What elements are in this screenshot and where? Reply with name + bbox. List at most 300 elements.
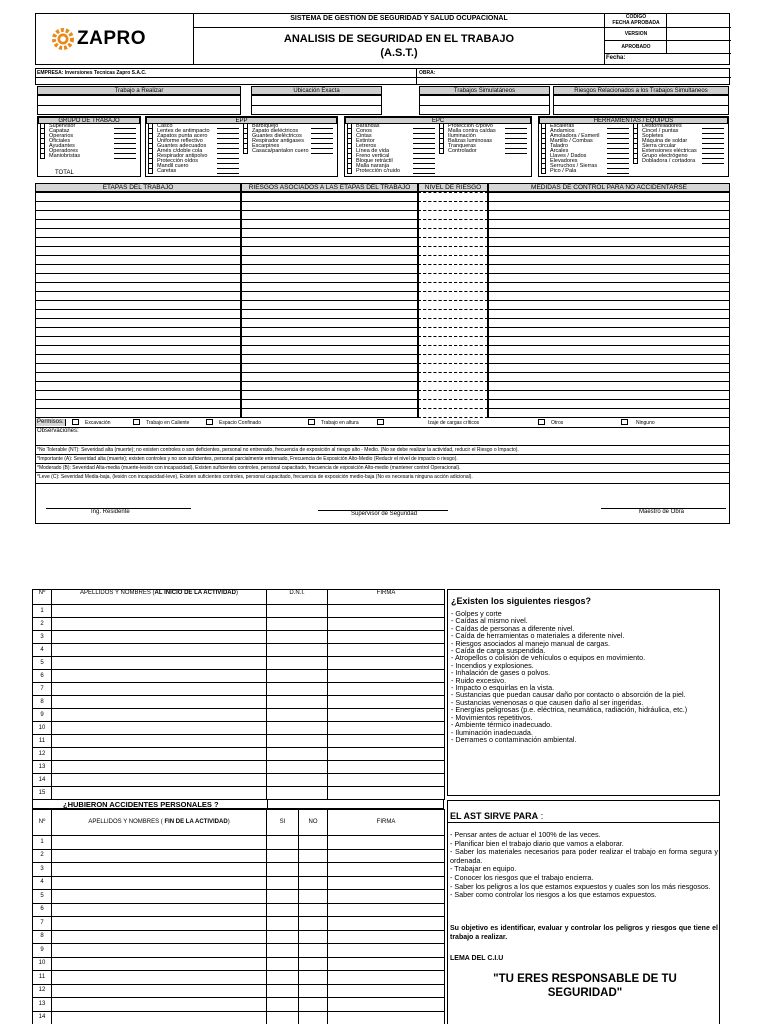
firma-cell[interactable] — [328, 618, 445, 631]
firma-cell[interactable] — [328, 631, 445, 644]
col-firma-header: FIRMA — [328, 590, 445, 605]
name-cell[interactable] — [52, 849, 267, 863]
firma-cell[interactable] — [328, 683, 445, 696]
grupo-label: Capataz — [49, 128, 70, 134]
row-number: 12 — [33, 984, 52, 998]
dni-cell[interactable] — [267, 761, 328, 774]
name-cell[interactable] — [52, 890, 267, 904]
page-title: ANALISIS DE SEGURIDAD EN EL TRABAJO — [283, 33, 515, 45]
si-cell[interactable] — [267, 917, 299, 931]
note-nt: *No Tolerable (NT): Severidad alta (muerte); no existen controles o son deficientes, personal no entrenado, frecuencia de exposición al riesgo alto - Medio. (No se debe realizar la actividad, reducir el Riesgo o Impacto). — [37, 447, 519, 453]
table-row — [33, 1011, 445, 1024]
firma-cell[interactable] — [328, 787, 445, 800]
trabajo-realizar-input[interactable] — [37, 95, 241, 115]
col-names-start-header: APELLIDOS Y NOMBRES (AL INICIO DE LA ACTIVIDAD) — [52, 590, 267, 605]
name-cell[interactable] — [52, 863, 267, 877]
permiso-ninguno-label: Ninguno — [636, 420, 655, 426]
name-cell[interactable] — [52, 670, 267, 683]
si-cell[interactable] — [267, 903, 299, 917]
grupo-label: Ayudantes — [49, 143, 75, 149]
si-cell[interactable] — [267, 957, 299, 971]
name-cell[interactable] — [52, 657, 267, 670]
permiso-otros-checkbox[interactable] — [538, 419, 545, 425]
notes-block — [35, 446, 730, 484]
row-number: 9 — [33, 709, 52, 722]
epp-label: Barbiquejo — [252, 123, 279, 129]
accidents-question: ¿HUBIERON ACCIDENTES PERSONALES ? — [63, 800, 219, 809]
row-number: 13 — [33, 761, 52, 774]
si-cell[interactable] — [267, 930, 299, 944]
table-row — [33, 748, 445, 761]
name-cell[interactable] — [52, 998, 267, 1012]
dni-cell[interactable] — [267, 774, 328, 787]
row-number: 13 — [33, 998, 52, 1012]
dni-cell[interactable] — [267, 735, 328, 748]
permiso-excavacion-label: Excavación — [85, 420, 111, 426]
epc-line — [505, 153, 527, 154]
no-cell[interactable] — [299, 971, 328, 985]
no-cell[interactable] — [299, 836, 328, 850]
risk-item: - Incendios y explosiones. — [451, 660, 534, 670]
risks-title: ¿Existen los siguientes riesgos? — [451, 596, 592, 606]
herramienta-label: Cincel / puntas — [642, 128, 679, 134]
si-cell[interactable] — [267, 944, 299, 958]
table-row — [33, 876, 445, 890]
si-cell[interactable] — [267, 1011, 299, 1024]
motto: "TU ERES RESPONSABLE DE TU SEGURIDAD" — [493, 973, 677, 999]
row-number: 11 — [33, 971, 52, 985]
ubicacion-header: Ubicación Exacta — [251, 86, 382, 95]
table-row — [33, 849, 445, 863]
header-block — [35, 13, 730, 65]
table-row — [33, 644, 445, 657]
si-cell[interactable] — [267, 849, 299, 863]
epp-box — [145, 116, 338, 177]
epp-label: Arnés c/doble cola — [157, 148, 203, 154]
main-table-row — [35, 408, 730, 417]
table-row — [33, 903, 445, 917]
firma-cell[interactable] — [328, 849, 445, 863]
epp-checkbox[interactable] — [148, 169, 153, 174]
epp-label: Zapatos punta acero — [157, 133, 208, 139]
page-subtitle: (A.S.T.) — [380, 47, 418, 59]
ast-item: - Saber como controlar los riesgos a los que estamos expuestos. — [450, 890, 657, 900]
row-number: 7 — [33, 683, 52, 696]
main-table-row — [35, 264, 730, 273]
epp-label: Casaca/pantalon cuero — [252, 148, 309, 154]
row-number: 6 — [33, 903, 52, 917]
epc-label: Barandas — [356, 123, 380, 129]
observaciones-label: Observaciones: — [37, 428, 79, 434]
ast-item: - Saber los materiales necesarios para poder realizar el trabajo en forma segura y ordenada. — [450, 847, 718, 865]
permiso-ninguno-checkbox[interactable] — [621, 419, 628, 425]
no-cell[interactable] — [299, 998, 328, 1012]
dni-cell[interactable] — [267, 631, 328, 644]
grupo-label: Oficiales — [49, 138, 71, 144]
herramienta-label: Pico / Pala — [550, 168, 577, 174]
name-cell[interactable] — [52, 930, 267, 944]
si-cell[interactable] — [267, 998, 299, 1012]
table-row — [33, 761, 445, 774]
epc-checkbox[interactable] — [347, 169, 352, 174]
maestro-obra-label: Maestro de Obra — [639, 509, 685, 515]
system-name: SISTEMA DE GESTIÓN DE SEGURIDAD Y SALUD OCUPACIONAL — [290, 15, 508, 22]
name-cell[interactable] — [52, 735, 267, 748]
epc-label: Freno vertical — [356, 153, 390, 159]
risk-item: - Caídas de personas a diferente nivel. — [451, 623, 575, 633]
name-cell[interactable] — [52, 722, 267, 735]
permiso-confinado-label: Espacio Confinado — [219, 420, 261, 426]
no-cell[interactable] — [299, 876, 328, 890]
logo-text: ZAPRO — [77, 28, 146, 49]
si-cell[interactable] — [267, 971, 299, 985]
col-firma2-header: FIRMA — [328, 810, 445, 836]
table-row — [33, 890, 445, 904]
si-cell[interactable] — [267, 890, 299, 904]
table-row — [33, 863, 445, 877]
ast-title: EL AST SIRVE PARA : — [450, 811, 544, 821]
epp-label: Uniforme reflectivo — [157, 138, 203, 144]
epc-label: Protección c/polvo — [448, 123, 493, 129]
no-cell[interactable] — [299, 890, 328, 904]
herramienta-line — [607, 173, 629, 174]
epc-label: Conos — [356, 128, 372, 134]
risk-item: - Movimientos repetitivos. — [451, 712, 533, 722]
aprobado-label: APROBADO — [621, 44, 651, 50]
riesgos-simultaneos-input[interactable] — [553, 95, 729, 115]
main-table-row — [35, 210, 730, 219]
firma-cell[interactable] — [328, 774, 445, 787]
epc-title: EPC — [345, 117, 531, 124]
firma-cell[interactable] — [328, 998, 445, 1012]
signatures-box — [35, 484, 730, 524]
main-table-row — [35, 228, 730, 237]
name-cell[interactable] — [52, 917, 267, 931]
row-number: 7 — [33, 917, 52, 931]
no-cell[interactable] — [299, 984, 328, 998]
main-table-row — [35, 345, 730, 354]
table-row — [33, 722, 445, 735]
ast-objective: Su objetivo es identificar, evaluar y controlar los peligros y riesgos que tiene el trabajo a realizar. — [450, 925, 718, 941]
grupo-checkbox[interactable] — [40, 154, 45, 159]
medida-cell[interactable] — [488, 408, 730, 418]
dni-cell[interactable] — [267, 644, 328, 657]
row-number: 3 — [33, 631, 52, 644]
herramienta-label: Arcales — [550, 148, 569, 154]
herramienta-label: Taladro — [550, 143, 569, 149]
epc-label: Malla naranja — [356, 163, 390, 169]
risk-item: - Impacto o esquirlas en la vista. — [451, 683, 555, 693]
firma-cell[interactable] — [328, 836, 445, 850]
firma-cell[interactable] — [328, 709, 445, 722]
firma-cell[interactable] — [328, 605, 445, 618]
dni-cell[interactable] — [267, 709, 328, 722]
empresa-row — [35, 68, 730, 85]
supervisor-seguridad-label: Supervisor de Seguridad — [351, 511, 418, 517]
herramienta-checkbox[interactable] — [633, 159, 638, 164]
ast-list — [450, 831, 718, 900]
row-number: 9 — [33, 944, 52, 958]
firma-cell[interactable] — [328, 722, 445, 735]
risk-item: - Caída de carga suspendida. — [451, 646, 546, 656]
nivel-cell[interactable] — [418, 408, 488, 418]
firma-cell[interactable] — [328, 670, 445, 683]
fecha-aprobada-label: FECHA APROBADA — [612, 20, 660, 26]
name-cell[interactable] — [52, 787, 267, 800]
name-cell[interactable] — [52, 774, 267, 787]
dni-cell[interactable] — [267, 670, 328, 683]
epp-label: Guantes dieléctricos — [252, 133, 302, 139]
main-table-body — [35, 192, 730, 418]
risks-list — [451, 610, 719, 743]
grupo-total-label: TOTAL — [55, 170, 74, 176]
no-cell[interactable] — [299, 863, 328, 877]
epc-line — [413, 173, 435, 174]
permiso-excavacion-checkbox[interactable] — [72, 419, 79, 425]
firma-cell[interactable] — [328, 957, 445, 971]
row-number: 8 — [33, 930, 52, 944]
ast-item: - Conocer los riesgos que el trabajo encierra. — [450, 872, 594, 882]
herramientas-title: HERRAMIENTAS / EQUIPOS — [539, 117, 728, 124]
dni-cell[interactable] — [267, 696, 328, 709]
main-table-row — [35, 273, 730, 282]
grupo-label: Supervisor — [49, 123, 76, 129]
note-c: *Leve (C): Severidad Media-baja, (lesión con incapacidad-leve), Existen suficientes controles, personal capacitado, frecuencia de exposición medio-baja (No es necesaria ninguna acción adicional). — [37, 474, 473, 480]
firma-cell[interactable] — [328, 735, 445, 748]
firma-cell[interactable] — [328, 748, 445, 761]
firma-cell[interactable] — [328, 890, 445, 904]
no-cell[interactable] — [299, 930, 328, 944]
firma-cell[interactable] — [328, 917, 445, 931]
name-cell[interactable] — [52, 696, 267, 709]
dni-cell[interactable] — [267, 657, 328, 670]
firma-cell[interactable] — [328, 944, 445, 958]
grupo-trabajo-list — [40, 124, 140, 159]
dni-cell[interactable] — [267, 618, 328, 631]
herramienta-label: Sopletes — [642, 133, 664, 139]
no-cell[interactable] — [299, 1011, 328, 1024]
main-table-row — [35, 381, 730, 390]
firma-cell[interactable] — [328, 761, 445, 774]
epp-label: Mandil cuero — [157, 163, 189, 169]
epc-label: Letreros — [356, 143, 377, 149]
name-cell[interactable] — [52, 631, 267, 644]
permiso-izaje-checkbox[interactable] — [377, 419, 384, 425]
firma-cell[interactable] — [328, 930, 445, 944]
name-cell[interactable] — [52, 605, 267, 618]
etapas-header: ETAPAS DEL TRABAJO — [35, 183, 241, 192]
name-cell[interactable] — [52, 876, 267, 890]
row-number: 5 — [33, 890, 52, 904]
si-cell[interactable] — [267, 836, 299, 850]
permiso-altura-checkbox[interactable] — [308, 419, 315, 425]
main-table-row — [35, 372, 730, 381]
table-row — [33, 984, 445, 998]
herramienta-label: Amoladora / Esmeril — [550, 133, 600, 139]
table-row — [33, 618, 445, 631]
name-cell[interactable] — [52, 944, 267, 958]
row-number: 8 — [33, 696, 52, 709]
firma-cell[interactable] — [328, 971, 445, 985]
epc-checkbox[interactable] — [439, 149, 444, 154]
herramientas-box — [538, 116, 729, 177]
epc-label: Línea de vida — [356, 148, 390, 154]
table-row — [33, 735, 445, 748]
table-row — [33, 696, 445, 709]
riesgos-simultaneos-header: Riesgos Relacionados a los Trabajos Simultaneos — [553, 86, 729, 95]
ast-item: - Trabajar en equipo. — [450, 864, 517, 874]
observaciones-box[interactable] — [35, 428, 730, 446]
name-cell[interactable] — [52, 971, 267, 985]
note-b: *Moderado (B): Severidad Alta-media (muerte-lesión con incapacidad), Existen suficientes controles, personal capacitado, frecuencia de exposición Alto-medio (mantener control Operacional). — [37, 465, 461, 471]
firma-cell[interactable] — [328, 644, 445, 657]
grupo-trabajo-title: GRUPO DE TRABAJO — [38, 117, 140, 124]
permiso-izaje-label: Izaje de cargas críticos — [428, 420, 480, 426]
name-cell[interactable] — [52, 903, 267, 917]
risk-item: - Riesgos asociados al manejo manual de cargas. — [451, 638, 611, 648]
dni-cell[interactable] — [267, 722, 328, 735]
table-row — [33, 930, 445, 944]
permiso-confinado-checkbox[interactable] — [206, 419, 213, 425]
epp-list-1 — [148, 124, 243, 174]
trabajos-simultaneos-input[interactable] — [419, 95, 550, 115]
main-table-row — [35, 363, 730, 372]
dni-cell[interactable] — [267, 683, 328, 696]
firma-cell[interactable] — [328, 863, 445, 877]
name-cell[interactable] — [52, 748, 267, 761]
row-number: 1 — [33, 605, 52, 618]
name-cell[interactable] — [52, 683, 267, 696]
herramientas-list-1 — [541, 124, 633, 174]
herramienta-label: Serruchos / Sierras — [550, 163, 598, 169]
col-si-header: SI — [267, 810, 299, 836]
row-number: 14 — [33, 774, 52, 787]
ast-item: - Planificar bien el trabajo diario que vamos a elaborar. — [450, 838, 624, 848]
main-table-row — [35, 282, 730, 291]
epp-item — [148, 169, 243, 174]
no-cell[interactable] — [299, 944, 328, 958]
epp-label: Respirador antigases — [252, 138, 304, 144]
herramienta-label: Andamios — [550, 128, 575, 134]
row-number: 11 — [33, 735, 52, 748]
name-cell[interactable] — [52, 618, 267, 631]
table-row — [33, 605, 445, 618]
grupo-trabajo-box — [37, 116, 141, 177]
note-a: *Importante (A): Severidad alta (muerte); existen controles y no son suficientes, personal parcialmente entrenado, Frecuencia de Exposición Alto-Medio (Reducir el nivel de impacto o riesgo). — [37, 456, 458, 462]
row-number: 10 — [33, 957, 52, 971]
attendance-end-table — [32, 809, 444, 1024]
firma-cell[interactable] — [328, 657, 445, 670]
no-cell[interactable] — [299, 849, 328, 863]
empresa-label: EMPRESA: Inversiones Tecnicas Zapro S.A.C. — [37, 70, 147, 76]
permisos-label: Permisos: — [37, 419, 64, 425]
permiso-altura-label: Trabajo en altura — [321, 420, 359, 426]
firma-cell[interactable] — [328, 876, 445, 890]
epp-line — [217, 173, 239, 174]
epp-label: Escarpines — [252, 143, 280, 149]
gear-logo-icon — [52, 28, 74, 50]
name-cell[interactable] — [52, 957, 267, 971]
si-cell[interactable] — [267, 984, 299, 998]
epc-item — [439, 149, 531, 154]
epc-label: Malla contra caídas — [448, 128, 496, 134]
accidents-question-row — [32, 799, 444, 809]
epc-list-1 — [347, 124, 439, 174]
main-table-row — [35, 246, 730, 255]
trabajo-realizar-header: Trabajo a Realizar — [37, 86, 241, 95]
epp-item — [243, 149, 337, 154]
table-row — [33, 957, 445, 971]
firma-cell[interactable] — [328, 1011, 445, 1024]
trabajos-simultaneos-header: Trabajos Simulatáneos — [419, 86, 550, 95]
epp-label: Respirador antipolvo — [157, 153, 208, 159]
epc-label: Controlador — [448, 148, 477, 154]
main-table-row — [35, 291, 730, 300]
name-cell[interactable] — [52, 1011, 267, 1024]
epc-item — [347, 169, 439, 174]
main-table-row — [35, 201, 730, 210]
name-cell[interactable] — [52, 644, 267, 657]
table-row — [33, 774, 445, 787]
main-table-row — [35, 219, 730, 228]
herramienta-label: Destornilladores — [642, 123, 682, 129]
epp-checkbox[interactable] — [243, 149, 248, 154]
epc-label: Extintor — [356, 138, 375, 144]
name-cell[interactable] — [52, 761, 267, 774]
herramienta-label: Máquina de soldar — [642, 138, 688, 144]
main-table-row — [35, 309, 730, 318]
row-number: 12 — [33, 748, 52, 761]
dni-cell[interactable] — [267, 605, 328, 618]
version-label: VERSION — [624, 31, 648, 37]
riesgos-header: RIESGOS ASOCIADOS A LAS ETAPAS DEL TRABAJO — [241, 183, 418, 192]
no-cell[interactable] — [299, 903, 328, 917]
risk-item: - Caída de herramientas o materiales a diferente nivel. — [451, 631, 625, 641]
herramienta-label: Extensiones eléctricas — [642, 148, 697, 154]
table-row — [33, 971, 445, 985]
herramienta-checkbox[interactable] — [541, 169, 546, 174]
no-cell[interactable] — [299, 917, 328, 931]
grupo-label: Maniobristas — [49, 153, 81, 159]
table-row — [33, 670, 445, 683]
herramienta-label: Llaves / Dados — [550, 153, 587, 159]
main-table-row — [35, 390, 730, 399]
epp-label: Lentes de antimpacto — [157, 128, 210, 134]
si-cell[interactable] — [267, 876, 299, 890]
risk-item: - Ruido excesivo. — [451, 675, 507, 685]
epp-line — [311, 153, 333, 154]
etapa-cell[interactable] — [35, 408, 241, 418]
dni-cell[interactable] — [267, 787, 328, 800]
ast-item: - Saber los peligros a los que estamos expuestos y cuales son los más riesgosos. — [450, 881, 711, 891]
row-number: 3 — [33, 863, 52, 877]
riesgo-cell[interactable] — [241, 408, 418, 418]
name-cell[interactable] — [52, 836, 267, 850]
firma-cell[interactable] — [328, 984, 445, 998]
herramienta-label: Escaleras — [550, 123, 575, 129]
si-cell[interactable] — [267, 863, 299, 877]
ubicacion-input[interactable] — [251, 95, 382, 115]
permiso-caliente-checkbox[interactable] — [133, 419, 140, 425]
name-cell[interactable] — [52, 984, 267, 998]
epc-list-2 — [439, 124, 531, 154]
no-cell[interactable] — [299, 957, 328, 971]
firma-cell[interactable] — [328, 903, 445, 917]
firma-cell[interactable] — [328, 696, 445, 709]
herramientas-list-2 — [633, 124, 728, 164]
dni-cell[interactable] — [267, 748, 328, 761]
name-cell[interactable] — [52, 709, 267, 722]
